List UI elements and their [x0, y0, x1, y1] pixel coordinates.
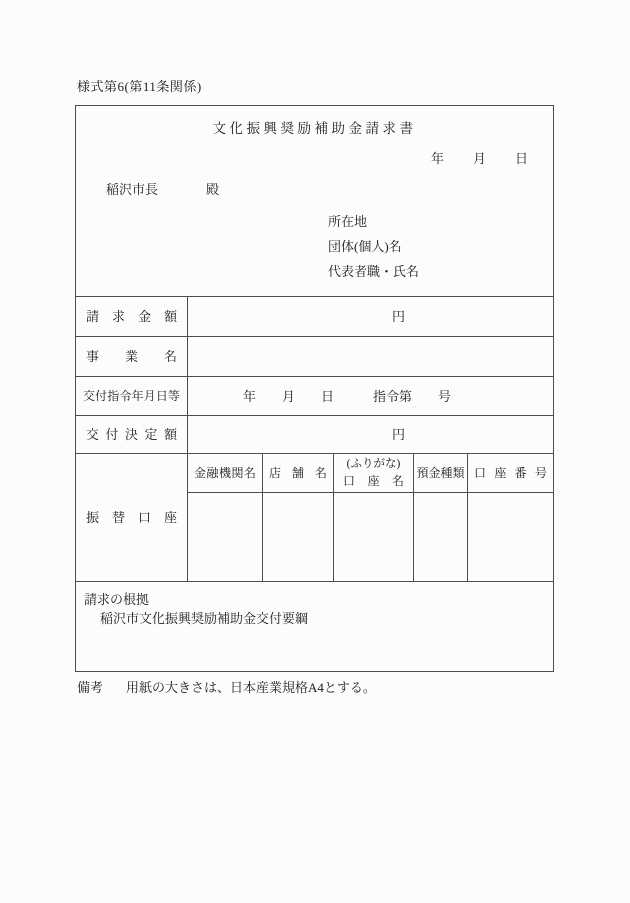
row-directive-value-cell	[188, 377, 553, 415]
account-section-label: 振替口座	[86, 510, 177, 525]
row-directive-value: 年 月 日 指令第 号	[243, 388, 452, 404]
form-header	[76, 106, 553, 296]
form-table	[75, 105, 554, 672]
row-decision-label: 交付決定額	[86, 427, 177, 442]
account-grid	[188, 454, 553, 581]
row-amount-label: 請求金額	[86, 309, 177, 324]
row-amount-unit: 円	[391, 309, 405, 324]
account-col-branch-header	[263, 454, 334, 492]
row-amount	[76, 296, 553, 336]
basis-label: 請求の根拠	[84, 592, 150, 607]
account-name-header: 口座名	[343, 473, 404, 488]
basis-text: 稲沢市文化振興奨励補助金交付要綱	[100, 611, 309, 626]
footer-note	[77, 681, 376, 694]
row-decision-unit: 円	[391, 427, 405, 442]
row-project	[76, 336, 553, 376]
row-directive-label-cell	[76, 377, 188, 415]
account-number-header: 口座番号	[474, 466, 547, 480]
row-decision-value-cell	[188, 416, 553, 453]
row-directive	[76, 376, 553, 415]
account-col-number-header	[468, 454, 553, 492]
addressee-line	[106, 183, 219, 196]
form-title: 文化振興奨励補助金請求書	[212, 121, 417, 136]
furigana-label: (ふりがな)	[346, 458, 401, 471]
account-entry-row	[188, 493, 553, 581]
account-number-cell	[468, 493, 553, 581]
branch-name-header: 店舗名	[269, 466, 327, 480]
branch-name-cell	[263, 493, 334, 581]
deposit-type-header: 預金種類	[416, 466, 465, 480]
account-name-cell	[334, 493, 414, 581]
address-label: 所在地	[328, 214, 368, 229]
addressee: 稲沢市長	[106, 182, 159, 197]
deposit-type-cell	[414, 493, 468, 581]
bank-name-header: 金融機関名	[194, 466, 256, 480]
representative-label: 代表者職・氏名	[328, 264, 420, 279]
account-col-type-header	[414, 454, 468, 492]
row-project-label: 事業名	[86, 349, 177, 364]
bank-name-cell	[188, 493, 263, 581]
row-project-label-cell	[76, 337, 188, 376]
date-line: 年 月 日	[430, 151, 529, 166]
row-amount-label-cell	[76, 297, 188, 336]
row-amount-value-cell	[188, 297, 553, 336]
note-label: 備考	[77, 680, 104, 695]
form-code: 様式第6(第11条関係)	[77, 79, 202, 94]
organization-label: 団体(個人)名	[328, 239, 402, 254]
basis-section	[76, 581, 553, 671]
row-directive-label: 交付指令年月日等	[83, 389, 180, 403]
account-section	[76, 453, 553, 581]
note-text: 用紙の大きさは、日本産業規格A4とする。	[126, 680, 376, 695]
row-project-value-cell	[188, 337, 553, 376]
row-decision	[76, 415, 553, 453]
account-label-cell	[76, 454, 188, 581]
addressee-honorific: 殿	[206, 182, 220, 197]
account-col-bank-header	[188, 454, 263, 492]
account-header-row	[188, 454, 553, 493]
account-col-name-header	[334, 454, 414, 492]
row-decision-label-cell	[76, 416, 188, 453]
applicant-labels	[328, 209, 419, 284]
